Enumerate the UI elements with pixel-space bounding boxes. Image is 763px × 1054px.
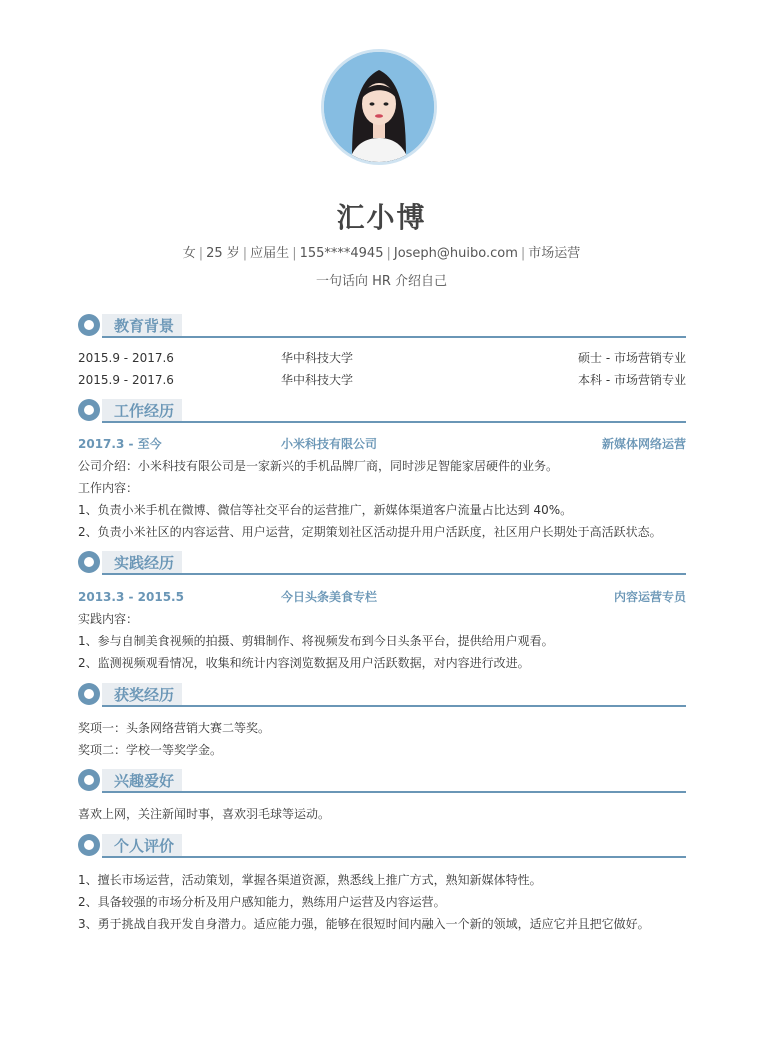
evaluation-line: 3、勇于挑战自我开发自身潜力。适应能力强，能够在很短时间内融入一个新的领域，适应它并且把它做好。 xyxy=(78,917,650,931)
age: 25 岁 xyxy=(206,246,240,261)
target-position: 市场运营 xyxy=(528,246,581,261)
email: Joseph@huibo.com xyxy=(393,246,518,261)
section-title: 工作经历 xyxy=(114,402,175,420)
work-line: 公司介绍：小米科技有限公司是一家新兴的手机品牌厂商，同时涉足智能家居硬件的业务。 xyxy=(78,459,559,473)
award-line: 奖项一：头条网络营销大赛二等奖。 xyxy=(78,721,271,735)
section-bullet-icon xyxy=(78,399,100,421)
section-awards xyxy=(78,681,686,707)
section-title: 教育背景 xyxy=(114,317,175,335)
section-bullet-icon xyxy=(78,551,100,573)
section-education xyxy=(78,312,686,338)
evaluation-line: 2、具备较强的市场分析及用户感知能力，熟练用户运营及内容运营。 xyxy=(78,895,446,909)
phone: 155****4945 xyxy=(299,246,384,261)
self-intro: 一句话向 HR 介绍自己 xyxy=(315,274,448,289)
work-line: 1、负责小米手机在微博、微信等社交平台的运营推广，新媒体渠道客户流量占比达到 40%。 xyxy=(78,503,573,517)
section-practice xyxy=(78,549,686,575)
gender: 女 xyxy=(182,246,196,261)
work-line: 工作内容： xyxy=(78,481,139,495)
evaluation-line: 1、擅长市场运营，活动策划，掌握各渠道资源，熟悉线上推广方式，熟知新媒体特性。 xyxy=(78,873,542,887)
work-header: 2017.3 - 至今 小米科技有限公司 新媒体网络运营 xyxy=(78,437,686,451)
section-bullet-icon xyxy=(78,834,100,856)
candidate-name: 汇小博 xyxy=(336,201,427,234)
profile-photo xyxy=(324,52,434,162)
section-bullet-icon xyxy=(78,314,100,336)
practice-header: 2013.3 - 2015.5 今日头条美食专栏 内容运营专员 xyxy=(78,590,686,604)
section-bullet-icon xyxy=(78,683,100,705)
work-line: 2、负责小米社区的内容运营、用户运营，定期策划社区活动提升用户活跃度，社区用户长期处于高活跃状态。 xyxy=(78,525,662,539)
section-title: 个人评价 xyxy=(114,837,175,855)
section-evaluation xyxy=(78,832,686,858)
status: 应届生 xyxy=(250,246,290,261)
practice-line: 1、参与自制美食视频的拍摄、剪辑制作、将视频发布到今日头条平台，提供给用户观看。 xyxy=(78,634,554,648)
award-line: 奖项二：学校一等奖学金。 xyxy=(78,743,223,757)
education-row: 2015.9 - 2017.6 华中科技大学 硕士 - 市场营销专业 xyxy=(78,351,686,365)
section-title: 实践经历 xyxy=(114,554,175,572)
section-title: 获奖经历 xyxy=(114,686,175,704)
contact-info: 女 | 25 岁 | 应届生 | 155****4945 | Joseph@huibo.com | 市场运营 xyxy=(182,246,581,261)
practice-line: 2、监测视频观看情况，收集和统计内容浏览数据及用户活跃数据，对内容进行改进。 xyxy=(78,656,530,670)
education-row: 2015.9 - 2017.6 华中科技大学 本科 - 市场营销专业 xyxy=(78,373,686,387)
section-work xyxy=(78,397,686,423)
section-title: 兴趣爱好 xyxy=(114,772,175,790)
hobby-line: 喜欢上网，关注新闻时事，喜欢羽毛球等运动。 xyxy=(78,807,331,821)
section-bullet-icon xyxy=(78,769,100,791)
section-hobbies xyxy=(78,767,686,793)
practice-line: 实践内容： xyxy=(78,612,139,626)
